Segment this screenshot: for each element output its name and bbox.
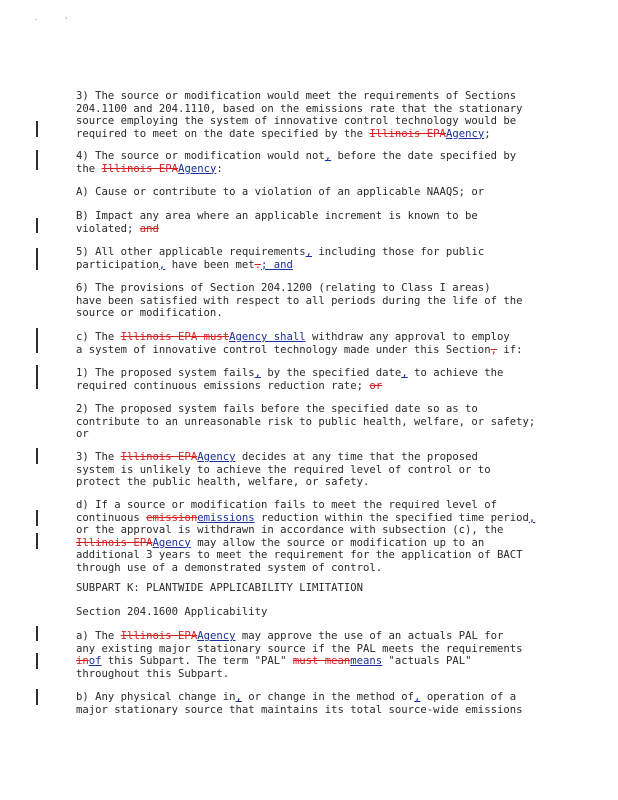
- change-bar: [36, 448, 38, 464]
- inserted-text: Agency: [197, 630, 236, 642]
- text-line: [76, 630, 542, 643]
- text-line: [76, 403, 542, 416]
- text-run: protect the public health, welfare, or safety.: [76, 476, 370, 489]
- text-run: continuous: [76, 511, 147, 524]
- deleted-text: Illinois EPA: [120, 451, 198, 463]
- text-line: [76, 562, 542, 575]
- change-bar: [36, 218, 38, 233]
- deleted-text: Illinois EPA: [76, 536, 153, 549]
- text-line: [76, 307, 542, 320]
- deleted-text: must mean: [292, 655, 351, 668]
- text-run: throughout this Subpart.: [76, 667, 230, 680]
- text-line: [76, 223, 542, 236]
- paragraph-c2: [76, 403, 542, 441]
- text-run: 2) The proposed system fails before the specified date so as to: [76, 403, 478, 415]
- text-run: 4) The source or modification would not: [76, 150, 325, 162]
- text-line: [76, 344, 542, 357]
- paragraph-b: [76, 691, 542, 716]
- text-run: system is unlikely to achieve the required level of control or to: [76, 463, 491, 476]
- scan-mark: ›: [64, 14, 69, 22]
- text-run: or the approval is withdrawn in accordance with subsection (c), the: [76, 524, 504, 537]
- section-heading: [76, 606, 542, 619]
- inserted-text: Agency shall: [229, 331, 306, 343]
- text-line: [76, 582, 542, 595]
- inserted-text: means: [350, 655, 383, 668]
- text-run: before the date specified by: [331, 150, 517, 162]
- text-run: or: [76, 428, 89, 441]
- text-run: by the specified date: [260, 367, 402, 379]
- text-run: 3) The source or modification would meet the requirements of Sections: [76, 90, 517, 102]
- text-line: [76, 331, 542, 344]
- text-run: 204.1100 and 204.1110, based on the emissions rate that the stationary: [76, 102, 523, 115]
- text-run: a system of innovative control technology made under this Section: [76, 343, 491, 356]
- change-bar: [36, 626, 38, 641]
- deleted-text: in: [76, 655, 89, 668]
- deleted-text: ,: [490, 343, 497, 356]
- inserted-text: ,: [254, 367, 261, 379]
- text-line: [76, 103, 542, 116]
- text-run: decides at any time that the proposed: [235, 451, 478, 463]
- paragraph-B: [76, 210, 542, 235]
- change-bar: [36, 150, 38, 170]
- inserted-text: ,: [401, 367, 408, 379]
- text-run: to achieve the: [407, 367, 504, 379]
- text-line: [76, 499, 542, 512]
- text-line: [76, 668, 542, 681]
- text-line: [76, 367, 542, 380]
- paragraph-5: [76, 246, 542, 271]
- text-line: [76, 691, 542, 704]
- inserted-text: ,: [305, 246, 312, 258]
- inserted-text: ,: [414, 691, 421, 703]
- text-line: [76, 259, 542, 272]
- text-line: [76, 282, 542, 295]
- deleted-text: Illinois EPA must: [120, 331, 230, 343]
- inserted-text: Agency: [152, 536, 191, 549]
- paragraph-a: [76, 630, 542, 680]
- text-line: [76, 512, 542, 525]
- text-run: B) Impact any area where an applicable increment is known to be: [76, 210, 478, 222]
- text-run: source employing the system of innovative control technology would be: [76, 115, 517, 128]
- deleted-text: emission: [146, 511, 198, 524]
- text-line: [76, 295, 542, 308]
- text-run: required to meet on the date specified by the: [76, 127, 370, 140]
- inserted-text: Agency: [445, 127, 485, 140]
- text-line: [76, 643, 542, 656]
- change-bar: [36, 248, 38, 270]
- text-line: [76, 428, 542, 441]
- text-run: c) The: [76, 331, 121, 343]
- text-run: may approve the use of an actuals PAL for: [235, 630, 504, 642]
- text-line: [76, 416, 542, 429]
- text-line: [76, 704, 542, 717]
- change-bar: [36, 510, 38, 526]
- text-run: including those for public: [312, 246, 485, 258]
- text-line: [76, 524, 542, 537]
- text-run: A) Cause or contribute to a violation of an applicable NAAQS; or: [76, 186, 485, 198]
- text-run: source or modification.: [76, 307, 223, 320]
- text-run: a) The: [76, 630, 121, 642]
- inserted-text: ,: [324, 150, 332, 162]
- text-line: [76, 606, 542, 619]
- text-run: ;: [484, 127, 491, 140]
- change-bar: [36, 121, 38, 137]
- text-run: SUBPART K: PLANTWIDE APPLICABILITY LIMITATION: [76, 582, 364, 594]
- text-run: have been satisfied with respect to all periods during the life of the: [76, 294, 523, 307]
- paragraph-d: [76, 499, 542, 575]
- text-run: "actuals PAL": [382, 655, 472, 668]
- paragraph-3: [76, 90, 542, 140]
- text-run: 3) The: [76, 451, 121, 463]
- text-run: have been met: [165, 258, 255, 271]
- text-line: [76, 464, 542, 477]
- text-line: [76, 210, 542, 223]
- text-run: Section 204.1600 Applicability: [76, 606, 268, 618]
- inserted-text: ,: [528, 511, 536, 524]
- subpart-heading: [76, 582, 542, 595]
- inserted-text: of: [88, 655, 102, 668]
- deleted-text: Illinois EPA: [120, 630, 198, 642]
- text-run: :: [216, 162, 223, 175]
- text-line: [76, 476, 542, 489]
- text-run: additional 3 years to meet the requirement for the application of BACT: [76, 549, 523, 562]
- text-run: 1) The proposed system fails: [76, 367, 255, 379]
- deleted-text: Illinois EPA: [101, 162, 179, 175]
- inserted-text: ,: [158, 258, 166, 271]
- text-run: 5) All other applicable requirements: [76, 246, 306, 258]
- change-bar: [36, 328, 38, 353]
- text-run: reduction within the specified time period: [254, 511, 529, 524]
- scan-mark: .: [34, 14, 39, 22]
- text-line: [76, 128, 542, 141]
- change-bar: [36, 653, 38, 669]
- text-line: [76, 380, 542, 393]
- text-line: [76, 451, 542, 464]
- text-line: [76, 537, 542, 550]
- text-line: [76, 655, 542, 668]
- text-run: required continuous emissions reduction rate;: [76, 379, 370, 392]
- text-run: if:: [496, 343, 523, 356]
- inserted-text: ,: [235, 691, 242, 703]
- text-line: [76, 186, 542, 199]
- paragraph-6: [76, 282, 542, 320]
- text-line: [76, 150, 542, 163]
- text-line: [76, 115, 542, 128]
- paragraph-A: [76, 186, 542, 199]
- paragraph-c1: [76, 367, 542, 392]
- deleted-text: or: [369, 379, 383, 392]
- text-run: major stationary source that maintains its total source-wide emissions: [76, 703, 523, 716]
- paragraph-4: [76, 150, 542, 175]
- deleted-text: Illinois EPA: [369, 127, 446, 140]
- text-line: [76, 163, 542, 176]
- text-run: b) Any physical change in: [76, 691, 236, 703]
- text-run: 6) The provisions of Section 204.1200 (relating to Class I areas): [76, 282, 491, 294]
- paragraph-c: [76, 331, 542, 356]
- text-run: may allow the source or modification up to an: [190, 536, 485, 549]
- text-run: the: [76, 162, 102, 175]
- deleted-text: .: [254, 258, 261, 271]
- inserted-text: Agency: [178, 162, 217, 175]
- text-run: contribute to an unreasonable risk to public health, welfare, or safety;: [76, 415, 536, 428]
- change-bar: [36, 533, 38, 549]
- text-run: participation: [76, 258, 159, 271]
- inserted-text: ; and: [261, 258, 293, 271]
- inserted-text: Agency: [197, 451, 236, 463]
- text-line: [76, 549, 542, 562]
- text-run: operation of a: [420, 691, 517, 703]
- text-line: [76, 90, 542, 103]
- paragraph-c3: [76, 451, 542, 489]
- text-run: withdraw any approval to employ: [305, 331, 510, 343]
- text-run: this Subpart. The term "PAL": [101, 655, 293, 668]
- text-run: or change in the method of: [241, 691, 415, 703]
- text-line: [76, 246, 542, 259]
- text-run: through use of a demonstrated system of control.: [76, 561, 383, 574]
- text-run: any existing major stationary source if the PAL meets the requirements: [76, 642, 523, 655]
- text-run: d) If a source or modification fails to meet the required level of: [76, 499, 497, 511]
- text-run: violated;: [76, 222, 140, 235]
- inserted-text: emissions: [197, 511, 255, 524]
- change-bar: [36, 689, 38, 705]
- deleted-text: and: [139, 222, 159, 235]
- change-bar: [36, 365, 38, 389]
